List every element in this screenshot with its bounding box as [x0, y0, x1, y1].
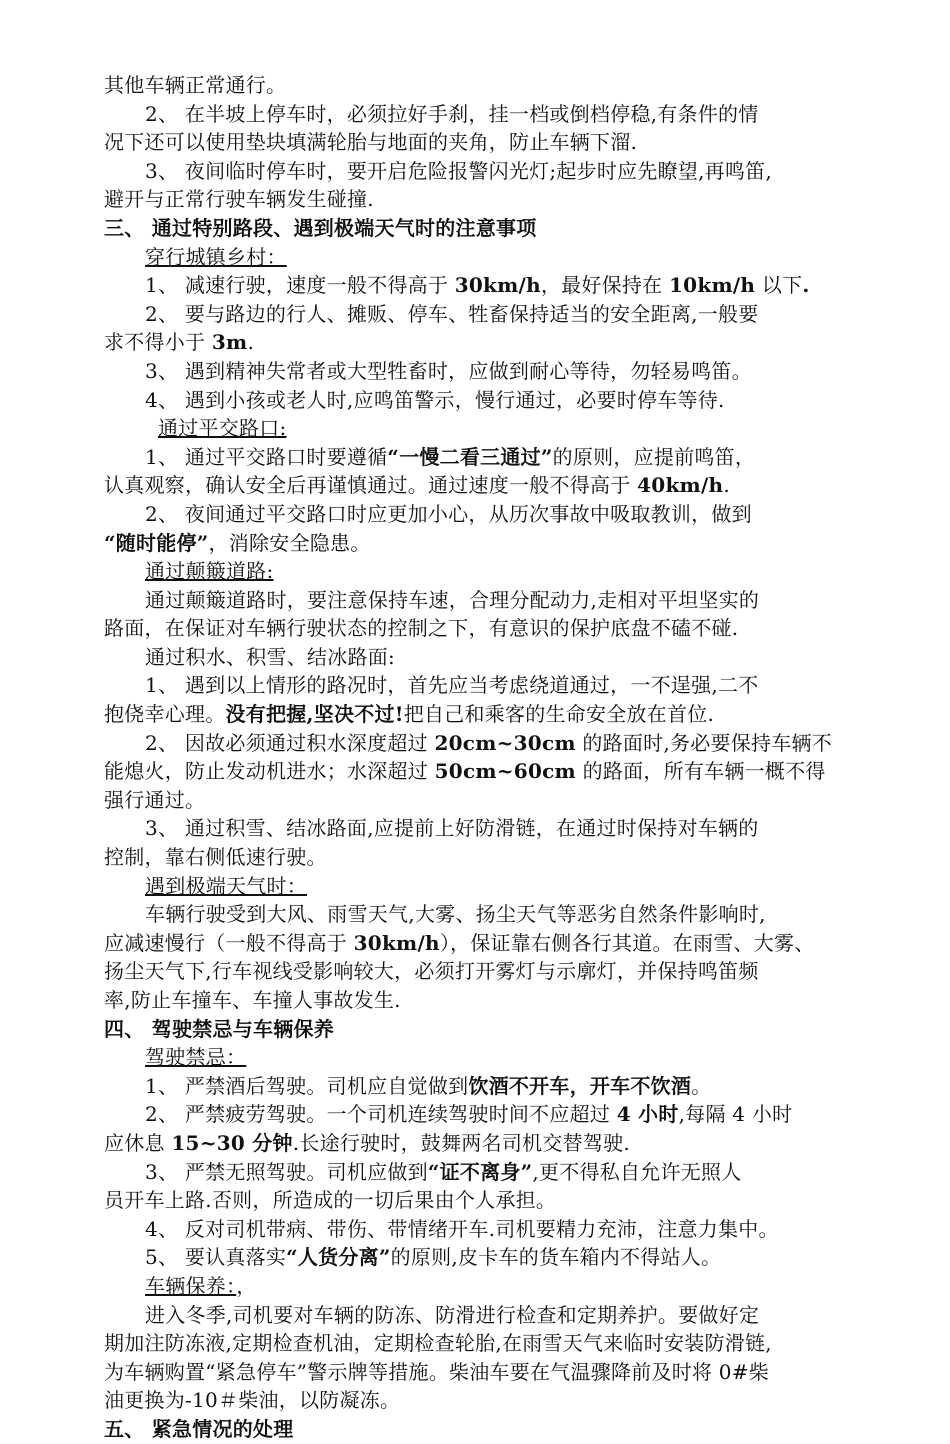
- text-segment: 通过积水、积雪、结冰路面:: [145, 644, 395, 669]
- subheading-text: 遇到极端天气时：: [145, 873, 307, 898]
- text-line: [104, 586, 864, 615]
- text-line: [104, 1072, 864, 1101]
- text-line: [104, 243, 864, 272]
- text-line: [104, 757, 864, 786]
- section-heading: [104, 1415, 864, 1444]
- text-segment: 3、 通过积雪、结冰路面,应提前上好防滑链，在通过时保持对车辆的: [145, 816, 759, 841]
- text-segment: 求不得小于: [104, 330, 212, 355]
- text-segment: 期加注防冻液,定期检查机油，定期检查轮胎,在雨雪天气来临时安装防滑链,: [104, 1331, 772, 1356]
- text-segment: 通过颠簸道路时，要注意保持车速，合理分配动力,走相对平坦坚实的: [145, 587, 760, 612]
- subheading-text: 穿行城镇乡村：: [145, 244, 287, 269]
- text-segment: 其他车辆正常通行。: [104, 73, 287, 97]
- text-line: [104, 643, 864, 672]
- text-segment: 3、 遇到精神失常者或大型牲畜时，应做到耐心等待，勿轻易鸣笛。: [145, 358, 752, 383]
- text-segment: 。: [691, 1073, 712, 1098]
- text-segment: ，消除安全隐患。: [208, 530, 371, 555]
- text-segment: 把自己和乘客的生命安全放在首位.: [403, 702, 715, 727]
- text-line: [104, 328, 864, 357]
- text-segment: 四、 驾驶禁忌与车辆保养: [104, 1016, 334, 1041]
- text-segment: ,更不得私自允许无照人: [532, 1159, 742, 1184]
- text-line: [104, 271, 864, 300]
- text-line: [104, 1158, 864, 1187]
- emphasis-text: “一慢二看三通过”: [387, 444, 553, 469]
- text-line: [104, 1358, 864, 1387]
- text-segment: 1、 减速行驶，速度一般不得高于: [145, 273, 455, 298]
- emphasis-text: “人货分离”: [286, 1245, 391, 1270]
- text-segment: 进入冬季,司机要对车辆的防冻、防滑进行检查和定期养护。要做好定: [145, 1302, 760, 1327]
- text-line: [104, 157, 864, 186]
- text-segment: 控制，靠右侧低速行驶。: [104, 845, 327, 870]
- text-line: [104, 814, 864, 843]
- text-segment: 1、 通过平交路口时要遵循: [145, 444, 388, 469]
- emphasis-text: 饮酒不开车，开车不饮酒: [468, 1073, 692, 1098]
- emphasis-text: 40km/h: [637, 473, 724, 498]
- text-segment: 员开车上路.否则，所造成的一切后果由个人承担。: [104, 1188, 557, 1213]
- text-line: [104, 1329, 864, 1358]
- text-line: [104, 700, 864, 729]
- text-segment: ，: [236, 1273, 257, 1298]
- text-segment: .长途行驶时，鼓舞两名司机交替驾驶.: [292, 1130, 630, 1155]
- text-segment: 2、 严禁疲劳驾驶。一个司机连续驾驶时间不应超过: [145, 1102, 617, 1127]
- text-line: [104, 900, 864, 929]
- text-segment: 3、 严禁无照驾驶。司机应做到: [145, 1159, 428, 1184]
- subheading-text: 通过颠簸道路:: [145, 559, 274, 584]
- subheading-text: 车辆保养：: [145, 1273, 237, 1298]
- text-segment: 抱侥幸心理。: [104, 702, 226, 727]
- emphasis-text: “证不离身”: [427, 1159, 533, 1184]
- text-line: [104, 500, 864, 529]
- text-segment: 5、 要认真落实: [145, 1245, 287, 1270]
- text-segment: 4、 反对司机带病、带伤、带情绪开车.司机要精力充沛，注意力集中。: [145, 1216, 779, 1241]
- text-segment: .: [723, 473, 730, 498]
- text-line: [104, 128, 864, 157]
- document-body: [104, 71, 864, 1444]
- text-line: [104, 414, 864, 443]
- text-segment: 的原则,皮卡车的货车箱内不得站人。: [390, 1245, 722, 1270]
- text-segment: 2、 夜间通过平交路口时应更加小心，从历次事故中吸取教训，做到: [145, 501, 752, 526]
- text-line: [104, 929, 864, 958]
- text-segment: 应休息: [104, 1130, 172, 1155]
- text-segment: 三、 通过特别路段、遇到极端天气时的注意事项: [104, 215, 537, 240]
- text-segment: 率,防止车撞车、车撞人事故发生.: [104, 988, 401, 1012]
- text-line: [104, 1215, 864, 1244]
- emphasis-text: 4 小时: [616, 1102, 679, 1127]
- text-line: [104, 1243, 864, 1272]
- emphasis-text: 50cm~60cm: [434, 759, 576, 784]
- section-heading: [104, 1015, 864, 1044]
- text-segment: 的原则，应提前鸣笛，: [552, 444, 756, 469]
- text-line: [104, 729, 864, 758]
- emphasis-text: 10km/h: [669, 273, 756, 298]
- subheading-text: 驾驶禁忌：: [145, 1045, 247, 1070]
- text-segment: 1、 严禁酒后驾驶。司机应自觉做到: [145, 1073, 469, 1098]
- section-heading: [104, 214, 864, 243]
- text-segment: 2、 要与路边的行人、摊贩、停车、牲畜保持适当的安全距离,一般要: [145, 301, 759, 326]
- subheading-text: 通过平交路口:: [158, 416, 287, 441]
- text-segment: 避开与正常行驶车辆发生碰撞.: [104, 187, 374, 212]
- text-line: [104, 1129, 864, 1158]
- text-line: [104, 529, 864, 558]
- emphasis-text: .: [802, 273, 810, 298]
- text-segment: 况下还可以使用垫块填满轮胎与地面的夹角，防止车辆下溜.: [104, 130, 638, 155]
- text-line: [104, 557, 864, 586]
- text-line: [104, 357, 864, 386]
- text-segment: 的路面，所有车辆一概不得: [575, 759, 826, 784]
- text-segment: 以下: [755, 273, 803, 298]
- text-line: [104, 1386, 864, 1415]
- text-segment: 车辆行驶受到大风、雨雪天气,大雾、扬尘天气等恶劣自然条件影响时,: [145, 902, 766, 927]
- text-segment: 1、 遇到以上情形的路况时，首先应当考虑绕道通过，一不逞强,二不: [145, 673, 759, 698]
- text-line: [104, 100, 864, 129]
- text-line: [104, 1186, 864, 1215]
- text-segment: 油更换为-10＃柴油，以防凝冻。: [104, 1388, 401, 1413]
- text-line: [104, 986, 864, 1015]
- text-line: [104, 786, 864, 815]
- text-segment: 的路面时,务必要保持车辆不: [575, 730, 833, 755]
- text-segment: ），保证靠右侧各行其道。在雨雪、大雾、: [439, 930, 815, 955]
- text-segment: 2、 在半坡上停车时，必须拉好手刹，挂一档或倒档停稳,有条件的情: [145, 101, 759, 126]
- text-line: [104, 71, 864, 100]
- text-segment: 3、 夜间临时停车时，要开启危险报警闪光灯;起步时应先瞭望,再鸣笛,: [145, 158, 773, 183]
- text-line: [104, 1100, 864, 1129]
- text-segment: 2、 因故必须通过积水深度超过: [145, 730, 435, 755]
- emphasis-text: 15~30 分钟: [171, 1130, 293, 1155]
- text-segment: 应减速慢行（一般不得高于: [104, 930, 354, 955]
- text-line: [104, 1043, 864, 1072]
- text-segment: 扬尘天气下,行车视线受影响较大，必须打开雾灯与示廓灯，并保持鸣笛频: [104, 959, 759, 984]
- text-line: [104, 443, 864, 472]
- emphasis-text: 30km/h: [353, 930, 440, 955]
- text-line: [104, 471, 864, 500]
- emphasis-text: 没有把握,坚决不过!: [225, 702, 404, 727]
- text-line: [104, 1301, 864, 1330]
- text-segment: 为车辆购置“紧急停车”警示牌等措施。柴油车要在气温骤降前及时将 0#柴: [104, 1359, 770, 1384]
- text-line: [104, 614, 864, 643]
- text-segment: 认真观察，确认安全后再谨慎通过。通过速度一般不得高于: [104, 473, 638, 498]
- text-line: [104, 843, 864, 872]
- text-segment: 强行通过。: [104, 787, 206, 812]
- emphasis-text: 30km/h: [454, 273, 541, 298]
- text-segment: 能熄火，防止发动机进水；水深超过: [104, 759, 435, 784]
- text-line: [104, 957, 864, 986]
- text-line: [104, 300, 864, 329]
- text-line: [104, 185, 864, 214]
- text-segment: ，最好保持在: [540, 273, 670, 298]
- text-segment: 4、 遇到小孩或老人时,应鸣笛警示，慢行通过，必要时停车等待.: [145, 387, 725, 412]
- text-segment: ,每隔 4 小时: [678, 1102, 793, 1127]
- text-line: [104, 1272, 864, 1301]
- text-line: [104, 386, 864, 415]
- emphasis-text: 3m: [211, 330, 248, 355]
- emphasis-text: 20cm~30cm: [434, 730, 576, 755]
- emphasis-text: “随时能停”: [104, 530, 209, 555]
- text-line: [104, 671, 864, 700]
- text-segment: 路面，在保证对车辆行驶状态的控制之下，有意识的保护底盘不磕不碰.: [104, 616, 739, 641]
- text-segment: 五、 紧急情况的处理: [104, 1416, 294, 1441]
- text-segment: .: [247, 330, 255, 355]
- text-line: [104, 872, 864, 901]
